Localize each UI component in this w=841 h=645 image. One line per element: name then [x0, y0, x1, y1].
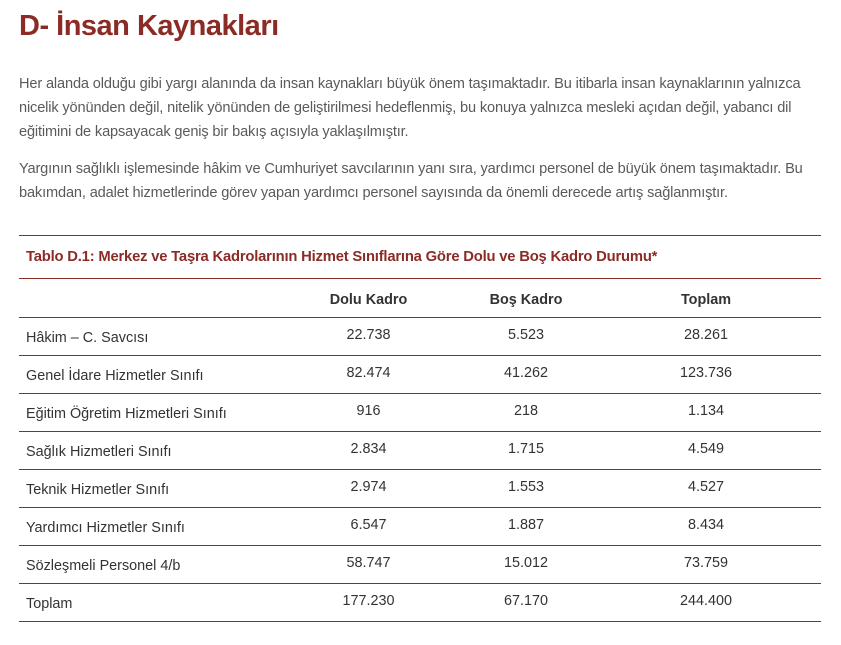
cell-dolu: 82.474: [276, 355, 461, 393]
staff-table: [19, 279, 821, 622]
cell-dolu: 177.230: [276, 583, 461, 621]
cell-bos: 1.553: [461, 469, 591, 507]
table-total-row: [19, 583, 821, 621]
cell-toplam: 4.549: [591, 431, 821, 469]
header-toplam: Toplam: [591, 279, 821, 317]
cell-bos: 218: [461, 393, 591, 431]
table-row: [19, 545, 821, 583]
cell-toplam: 244.400: [591, 583, 821, 621]
header-empty: [19, 279, 276, 317]
header-dolu-kadro: Dolu Kadro: [276, 279, 461, 317]
cell-dolu: 2.974: [276, 469, 461, 507]
cell-dolu: 2.834: [276, 431, 461, 469]
cell-toplam: 4.527: [591, 469, 821, 507]
cell-bos: 1.887: [461, 507, 591, 545]
row-label: Teknik Hizmetler Sınıfı: [19, 469, 276, 507]
row-label: Sözleşmeli Personel 4/b: [19, 545, 276, 583]
row-label: Eğitim Öğretim Hizmetleri Sınıfı: [19, 393, 276, 431]
table-header-row: [19, 279, 821, 317]
intro-paragraph: Her alanda olduğu gibi yargı alanında da insan kaynakları büyük önem taşımaktadır. Bu itibarla insan kaynaklarının yalnızca nicelik yönünden değil, nitelik yönünden de geliştirilmesi hedeflenmiş, bu konuya yalnızca mesleki açıdan değil, yabancı dil eğitimini de kapsayacak geniş bir bakış açısıyla yaklaşılmıştır.: [19, 76, 801, 140]
row-label: Sağlık Hizmetleri Sınıfı: [19, 431, 276, 469]
row-label: Genel İdare Hizmetler Sınıfı: [19, 355, 276, 393]
table-row: [19, 317, 821, 355]
cell-bos: 67.170: [461, 583, 591, 621]
cell-toplam: 8.434: [591, 507, 821, 545]
table-row: [19, 393, 821, 431]
cell-dolu: 22.738: [276, 317, 461, 355]
row-label: Yardımcı Hizmetler Sınıfı: [19, 507, 276, 545]
cell-dolu: 58.747: [276, 545, 461, 583]
personnel-paragraph: Yargının sağlıklı işlemesinde hâkim ve Cumhuriyet savcılarının yanı sıra, yardımcı personel de büyük önem taşımaktadır. Bu bakımdan, adalet hizmetlerinde görev yapan yardımcı personel sayısında da önemli derecede artış sağlanmıştır.: [19, 161, 803, 201]
cell-dolu: 916: [276, 393, 461, 431]
header-bos-kadro: Boş Kadro: [461, 279, 591, 317]
table-row: [19, 431, 821, 469]
cell-toplam: 28.261: [591, 317, 821, 355]
table-caption: Tablo D.1: Merkez ve Taşra Kadrolarının Hizmet Sınıflarına Göre Dolu ve Boş Kadro Durumu*: [19, 235, 821, 279]
cell-dolu: 6.547: [276, 507, 461, 545]
cell-toplam: 1.134: [591, 393, 821, 431]
cell-bos: 41.262: [461, 355, 591, 393]
cell-toplam: 73.759: [591, 545, 821, 583]
table-row: [19, 355, 821, 393]
staff-table-section: [19, 235, 821, 622]
cell-bos: 5.523: [461, 317, 591, 355]
section-title: D- İnsan Kaynakları: [19, 10, 279, 42]
cell-toplam: 123.736: [591, 355, 821, 393]
table-row: [19, 469, 821, 507]
cell-bos: 1.715: [461, 431, 591, 469]
table-row: [19, 507, 821, 545]
row-label: Toplam: [19, 583, 276, 621]
row-label: Hâkim – C. Savcısı: [19, 317, 276, 355]
cell-bos: 15.012: [461, 545, 591, 583]
